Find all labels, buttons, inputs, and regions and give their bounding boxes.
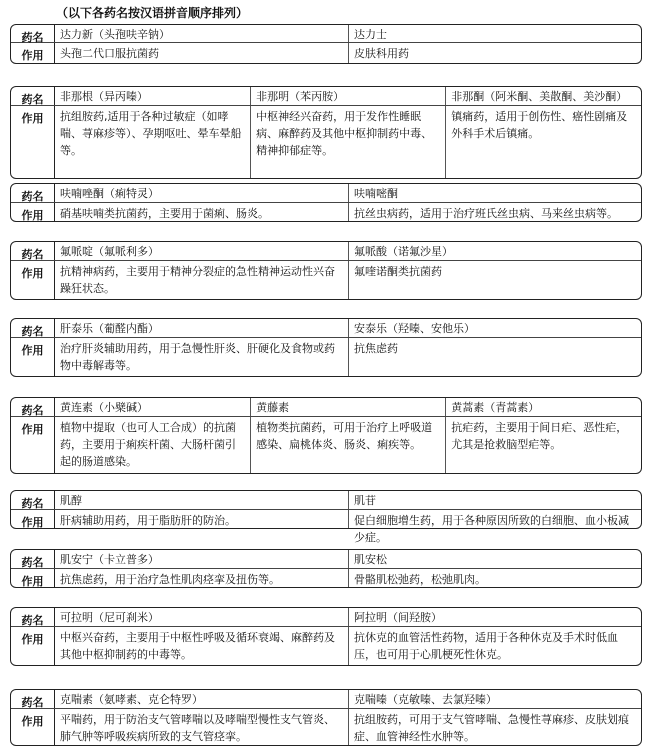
drug-use-cell: 皮肤科用药 bbox=[348, 43, 641, 63]
drug-name-cell: 克喘素（氨哮素、克仑特罗） bbox=[60, 693, 203, 706]
drug-use-cell: 骨骼肌松弛药，松弛肌肉。 bbox=[348, 569, 641, 587]
drug-use-cell: 抗组胺药，可用于支气管哮喘、急慢性荨麻疹、皮肤划痕症、血管神经性水肿等。 bbox=[348, 709, 641, 745]
use-label: 作用 bbox=[11, 569, 55, 587]
drug-name-row bbox=[11, 550, 641, 569]
drug-use-cell: 中枢神经兴奋药，用于发作性睡眠病、麻醉药及其他中枢抑制药中毒、精神抑郁症等。 bbox=[250, 106, 445, 178]
use-label: 作用 bbox=[11, 338, 55, 376]
drug-name-cell: 黄藤素 bbox=[250, 398, 445, 416]
drug-use-cell: 治疗肝炎辅助用药，用于急慢性肝炎、肝硬化及食物或药物中毒解毒等。 bbox=[60, 342, 335, 372]
drug-use-cell: 植物中提取（也可人工合成）的抗菌药，主要用于痢疾杆菌、大肠杆菌引起的肠道感染。 bbox=[60, 421, 236, 468]
drug-table bbox=[10, 689, 642, 746]
drug-table bbox=[10, 490, 642, 544]
drug-name-cell: 黄蒿素（青蒿素） bbox=[445, 398, 641, 416]
drug-use-row bbox=[11, 338, 641, 376]
drug-use-cell: 抗丝虫病药，适用于治疗班氏丝虫病、马来丝虫病等。 bbox=[348, 203, 641, 221]
drug-use-cell: 抗精神病药，主要用于精神分裂症的急性精神运动性兴奋躁狂状态。 bbox=[60, 265, 335, 295]
use-label: 作用 bbox=[11, 106, 55, 178]
drug-name-row bbox=[11, 184, 641, 203]
drug-name-cell: 可拉明（尼可刹米） bbox=[60, 611, 159, 624]
name-label: 药名 bbox=[11, 550, 55, 568]
name-label: 药名 bbox=[11, 184, 55, 202]
name-label: 药名 bbox=[11, 25, 55, 42]
drug-name-cell: 氟哌啶（氟哌利多） bbox=[60, 245, 159, 258]
drug-name-cell: 安泰乐（羟嗪、安他乐） bbox=[348, 319, 641, 337]
name-label: 药名 bbox=[11, 242, 55, 260]
drug-table bbox=[10, 183, 642, 222]
drug-name-row bbox=[11, 608, 641, 627]
name-label: 药名 bbox=[11, 398, 55, 416]
drug-name-cell: 非那根（异丙嗪） bbox=[60, 90, 148, 103]
name-label: 药名 bbox=[11, 608, 55, 626]
drug-table bbox=[10, 24, 642, 64]
drug-use-cell: 植物类抗菌药，可用于治疗上呼吸道感染、扁桃体炎、肠炎、痢疾等。 bbox=[250, 417, 445, 473]
drug-use-cell: 肝病辅助用药，用于脂肪肝的防治。 bbox=[60, 514, 236, 527]
drug-name-cell: 呋喃嘧酮 bbox=[348, 184, 641, 202]
drug-use-row bbox=[11, 203, 641, 221]
drug-name-cell: 肌安松 bbox=[348, 550, 641, 568]
drug-name-row bbox=[11, 25, 641, 43]
drug-use-cell: 中枢兴奋药，主要用于中枢性呼吸及循环衰竭、麻醉药及其他中枢抑制药的中毒等。 bbox=[60, 631, 335, 661]
drug-use-cell: 抗疟药，主要用于间日疟、恶性疟，尤其是抢救脑型疟等。 bbox=[445, 417, 641, 473]
drug-name-cell: 肌苷 bbox=[348, 491, 641, 509]
drug-table bbox=[10, 549, 642, 588]
name-label: 药名 bbox=[11, 690, 55, 708]
use-label: 作用 bbox=[11, 417, 55, 473]
drug-use-row bbox=[11, 106, 641, 178]
drug-name-cell: 达力新（头孢呋辛钠） bbox=[60, 28, 170, 41]
drug-name-cell: 达力士 bbox=[348, 25, 641, 42]
drug-name-cell: 肌安宁（卡立普多） bbox=[60, 553, 159, 566]
drug-table bbox=[10, 86, 642, 179]
drug-use-cell: 头孢二代口服抗菌药 bbox=[60, 47, 159, 60]
use-label: 作用 bbox=[11, 510, 55, 528]
drug-use-cell: 抗焦虑药，用于治疗急性肌肉痉挛及扭伤等。 bbox=[60, 573, 280, 586]
drug-use-row bbox=[11, 709, 641, 745]
use-label: 作用 bbox=[11, 261, 55, 299]
drug-use-row bbox=[11, 569, 641, 587]
drug-name-cell: 阿拉明（间羟胺） bbox=[348, 608, 641, 626]
drug-name-cell: 克喘嗪（克敏嗪、去氯羟嗪） bbox=[348, 690, 641, 708]
drug-use-cell: 平喘药，用于防治支气管哮喘以及哮喘型慢性支气管炎、肺气肿等呼吸疾病所致的支气管痉挛。 bbox=[60, 713, 335, 743]
drug-table bbox=[10, 607, 642, 666]
use-label: 作用 bbox=[11, 203, 55, 221]
drug-name-cell: 肌醇 bbox=[60, 494, 82, 507]
drug-table bbox=[10, 397, 642, 474]
use-label: 作用 bbox=[11, 627, 55, 665]
drug-name-row bbox=[11, 87, 641, 106]
name-label: 药名 bbox=[11, 491, 55, 509]
drug-use-cell: 促白细胞增生药，用于各种原因所致的白细胞、血小板减少症。 bbox=[348, 510, 641, 528]
drug-use-row bbox=[11, 261, 641, 299]
drug-name-cell: 呋喃唑酮（痢特灵） bbox=[60, 187, 159, 200]
drug-use-cell: 抗焦虑药 bbox=[348, 338, 641, 376]
drug-use-cell: 镇痛药，适用于创伤性、癌性剧痛及外科手术后镇痛。 bbox=[445, 106, 641, 178]
drug-name-row bbox=[11, 398, 641, 417]
drug-use-cell: 抗组胺药,适用于各种过敏症（如哮喘、荨麻疹等）、孕期呕吐、晕车晕船等。 bbox=[60, 110, 242, 157]
drug-name-cell: 肝泰乐（葡醛内酯） bbox=[60, 322, 159, 335]
drug-name-cell: 非那明（苯丙胺） bbox=[250, 87, 445, 105]
use-label: 作用 bbox=[11, 43, 55, 63]
drug-name-cell: 氟哌酸（诺氟沙星） bbox=[348, 242, 641, 260]
drug-table bbox=[10, 318, 642, 377]
drug-use-cell: 氟喹诺酮类抗菌药 bbox=[348, 261, 641, 299]
drug-name-row bbox=[11, 491, 641, 510]
drug-use-row bbox=[11, 43, 641, 63]
name-label: 药名 bbox=[11, 319, 55, 337]
drug-use-row bbox=[11, 627, 641, 665]
drug-name-row bbox=[11, 242, 641, 261]
name-label: 药名 bbox=[11, 87, 55, 105]
drug-name-row bbox=[11, 690, 641, 709]
drug-name-row bbox=[11, 319, 641, 338]
drug-use-row bbox=[11, 417, 641, 473]
drug-use-row bbox=[11, 510, 641, 544]
drug-name-cell: 非那酮（阿米酮、美散酮、美沙酮） bbox=[445, 87, 641, 105]
use-label: 作用 bbox=[11, 709, 55, 745]
drug-use-cell: 硝基呋喃类抗菌药，主要用于菌痢、肠炎。 bbox=[60, 207, 269, 220]
drug-table bbox=[10, 241, 642, 300]
drug-use-cell: 抗休克的血管活性药物，适用于各种休克及手术时低血压，也可用于心肌梗死性休克。 bbox=[348, 627, 641, 665]
page-title: （以下各药名按汉语拼音顺序排列） bbox=[56, 6, 249, 20]
drug-name-cell: 黄连素（小檗碱） bbox=[60, 401, 148, 414]
